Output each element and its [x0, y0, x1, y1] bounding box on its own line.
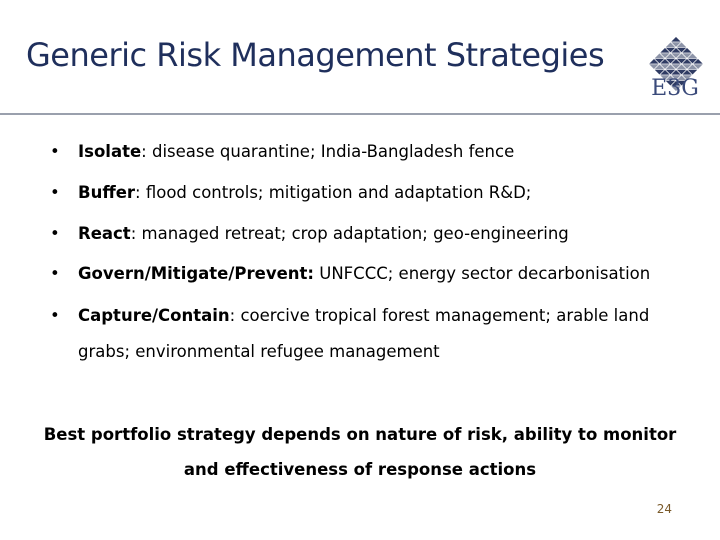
bullet-text: : disease quarantine; India-Bangladesh fence	[141, 142, 515, 161]
bullet-dot-icon: •	[50, 224, 60, 243]
title-divider	[0, 113, 720, 115]
page-number: 24	[656, 502, 672, 516]
bullet-dot-icon: •	[50, 183, 60, 202]
bullet-dot-icon: •	[50, 306, 60, 325]
bullet-term: Govern/Mitigate/Prevent:	[78, 264, 315, 283]
logo-text: E3G	[651, 76, 699, 101]
bullet-term: Isolate	[78, 142, 142, 161]
bullet-dot-icon: •	[50, 264, 60, 283]
bullet-term: Capture/Contain	[78, 306, 230, 325]
bullet-term: React	[78, 224, 131, 243]
logo-tile	[671, 37, 682, 43]
slide-title: Generic Risk Management Strategies	[26, 36, 605, 74]
bullet-dot-icon: •	[50, 142, 60, 161]
conclusion-line-1: Best portfolio strategy depends on nature of risk, ability to monitor	[43, 425, 677, 444]
bullet-continuation: grabs; environmental refugee management	[78, 342, 440, 361]
bullet-text: : flood controls; mitigation and adaptation R&D;	[135, 183, 532, 202]
conclusion-line-2: and effectiveness of response actions	[183, 460, 537, 479]
bullet-text: : coercive tropical forest management; arable land	[229, 306, 650, 325]
bullet-term: Buffer	[78, 183, 136, 202]
bullet-text: : managed retreat; crop adaptation; geo-engineering	[130, 224, 569, 243]
bullet-text: UNFCCC; energy sector decarbonisation	[314, 264, 651, 283]
